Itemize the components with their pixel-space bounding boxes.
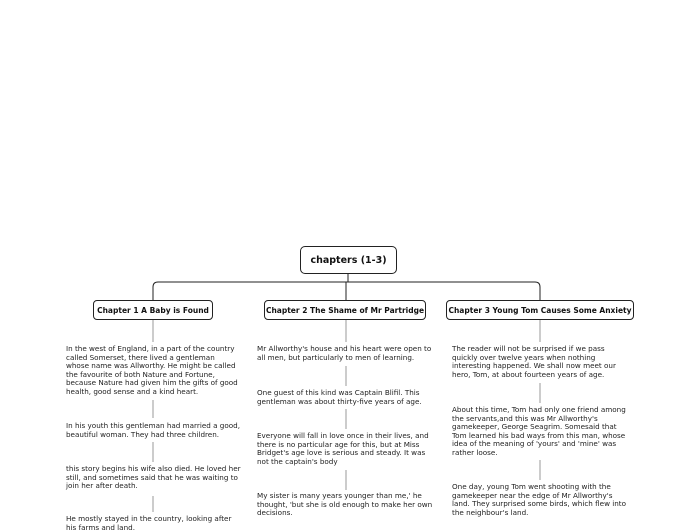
- chapter-1-title: Chapter 1 A Baby is Found: [97, 305, 209, 315]
- chapter-2-note-4[interactable]: My sister is many years younger than me,' he thought, 'but she is old enough to make her own decisions.: [257, 491, 433, 518]
- central-topic-node[interactable]: [300, 246, 397, 274]
- chapter-3-note-3[interactable]: One day, young Tom went shooting with the gamekeeper near the edge of Mr Allworthy's land. They surprised some birds, which flew into the neighbour's land.: [452, 482, 626, 517]
- connector-root-chapter-1: [153, 274, 348, 300]
- connector-root-chapter-3: [348, 274, 540, 300]
- chapter-3-note-1[interactable]: The reader will not be surprised if we pass quickly over twelve years when nothing interesting happened. We shall now meet our hero, Tom, at about fourteen years of age.: [452, 344, 616, 379]
- central-topic-label: chapters (1-3): [310, 254, 387, 266]
- chapter-1-node[interactable]: [93, 300, 213, 320]
- chapter-3-note-2[interactable]: About this time, Tom had only one friend among the servants,and this was Mr Allworthy's gamekeeper, George Seagrim. Somesaid that Tom learned his bad ways from this man, whose idea of the meaning of 'yours' and 'mine' was rather loose.: [452, 405, 626, 457]
- chapter-2-node[interactable]: [264, 300, 426, 320]
- chapter-1-note-1[interactable]: In the west of England, in a part of the country called Somerset, there lived a gentleman whose name was Allworthy. He might be called the favourite of both Nature and Fortune, because Nature had given him the gifts of good health, good sense and a kind heart.: [66, 344, 238, 396]
- chapter-1-note-4[interactable]: He mostly stayed in the country, looking after his farms and land.: [66, 514, 232, 532]
- chapter-1-note-3[interactable]: this story begins his wife also died. He loved her still, and sometimes said that he was waiting to join her after death.: [66, 464, 241, 491]
- chapter-3-node[interactable]: [446, 300, 634, 320]
- chapter-2-note-1[interactable]: Mr Allworthy's house and his heart were open to all men, but particularly to men of learning.: [257, 344, 432, 362]
- chapter-2-note-3[interactable]: Everyone will fall in love once in their lives, and there is no particular age for this, but at Miss Bridget's age love is serious and steady. It was not the captain's body: [257, 431, 429, 466]
- chapter-3-title: Chapter 3 Young Tom Causes Some Anxiety: [448, 305, 632, 315]
- chapter-2-note-2[interactable]: One guest of this kind was Captain Blifil. This gentleman was about thirty-five years of age.: [257, 388, 422, 406]
- chapter-2-title: Chapter 2 The Shame of Mr Partridge: [265, 305, 425, 315]
- chapter-1-note-2[interactable]: In his youth this gentleman had married a good, beautiful woman. They had three children.: [66, 421, 240, 439]
